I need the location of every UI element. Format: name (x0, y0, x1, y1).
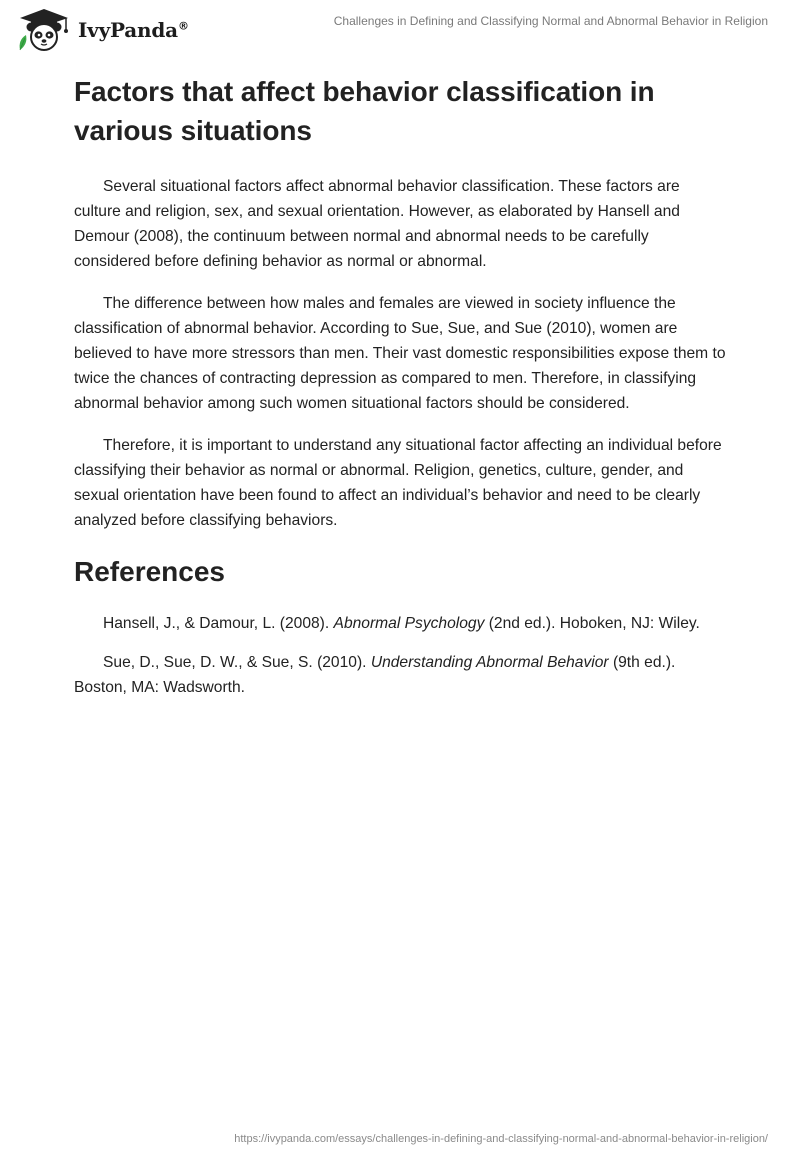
section-heading: Factors that affect behavior classification in various situations (74, 76, 655, 146)
reference-publisher: (9th ed.). Boston, MA: Wadsworth. (74, 654, 676, 696)
logo-wordmark: IvyPanda® (78, 18, 189, 42)
reference-item (74, 611, 726, 636)
reference-publisher: (2nd ed.). Hoboken, NJ: Wiley. (484, 615, 700, 632)
body-paragraph: The difference between how males and females are viewed in society influence the classification of abnormal behavior. According to Sue, Sue, and Sue (2010), women are believed to have more stressors than men. Their vast domestic responsibilities expose them to twice the chances of contracting depression as compared to men. Therefore, in classifying abnormal behavior among such women situational factors should be considered. (74, 295, 726, 412)
footer-url-link[interactable]: https://ivypanda.com/essays/challenges-in-defining-and-classifying-normal-and-abnormal-behavior-in-religion/ (234, 1133, 768, 1145)
page-header (0, 0, 800, 56)
reference-item (74, 650, 726, 700)
panda-graduate-icon (14, 6, 76, 52)
running-title: Challenges in Defining and Classifying Normal and Abnormal Behavior in Religion (333, 14, 768, 28)
body-paragraph: Several situational factors affect abnormal behavior classification. These factors are culture and religion, sex, and sexual orientation. However, as elaborated by Hansell and Demour (2008), the continuum between normal and abnormal needs to be carefully considered before defining behavior as normal or abnormal. (74, 178, 680, 270)
reference-authors: Hansell, J., & Damour, L. (2008). (103, 615, 334, 632)
reference-title: Abnormal Psychology (333, 615, 485, 632)
article-body (74, 72, 726, 714)
references-heading: References (74, 556, 225, 587)
reference-authors: Sue, D., Sue, D. W., & Sue, S. (2010). (103, 654, 371, 671)
ivypanda-logo[interactable] (14, 6, 189, 52)
reference-title: Understanding Abnormal Behavior (370, 654, 609, 671)
body-paragraph: Therefore, it is important to understand any situational factor affecting an individual before classifying their behavior as normal or abnormal. Religion, genetics, culture, gender, and sexual orientation have been found to affect an individual’s behavior and need to be clearly analyzed before classifying behaviors. (74, 437, 722, 529)
